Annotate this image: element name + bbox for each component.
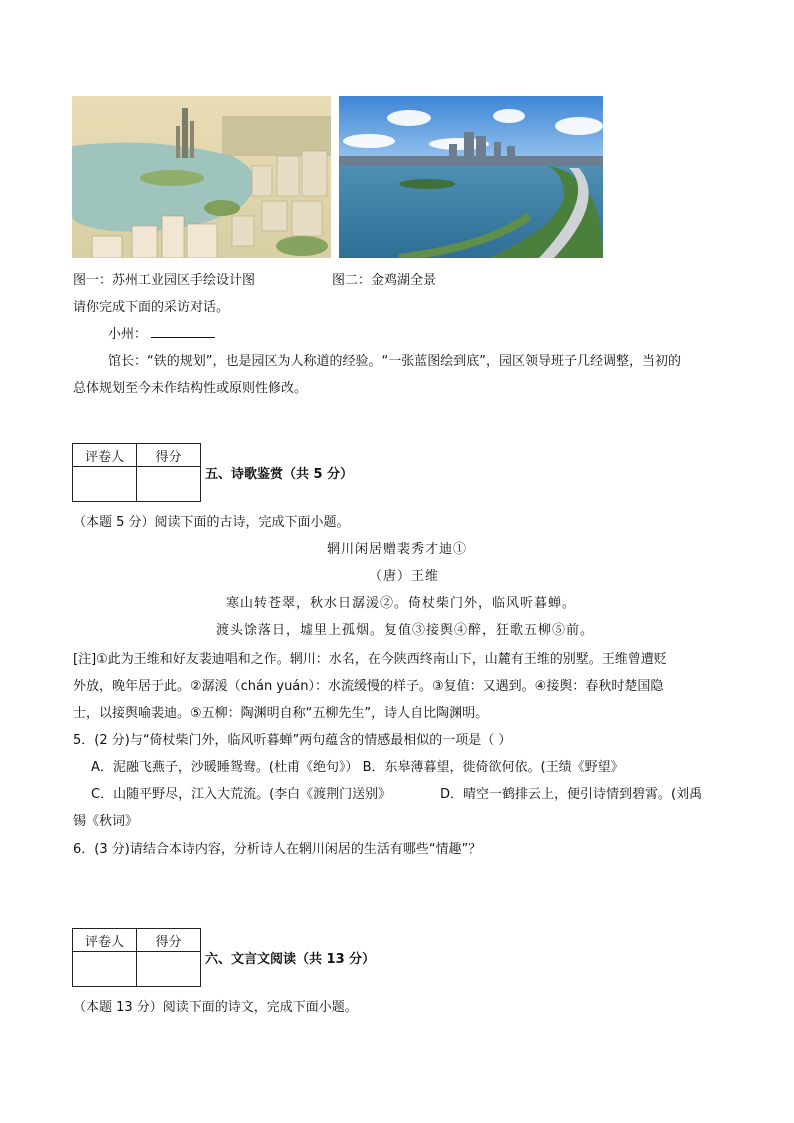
score-cell[interactable] <box>137 467 201 502</box>
jinji-lake-photo <box>339 96 603 258</box>
note-line-2: 外放，晚年居于此。②潺湲（chán yuán）：水流缓慢的样子。③复值：又遇到。④接舆：春秋时楚国隐 <box>73 679 664 694</box>
note-line-1: [注]①此为王维和好友裴迪唱和之作。辋川：水名，在今陕西终南山下，山麓有王维的别墅。王维曾遭贬 <box>73 652 667 667</box>
suzhou-park-design-drawing <box>72 96 331 258</box>
xiaozhou-label: 小州： <box>108 327 148 342</box>
figure-2-caption: 图二：金鸡湖全景 <box>332 273 437 288</box>
score-header: 得分 <box>137 929 201 952</box>
question-5: 5．(2 分)与“倚杖柴门外，临风听暮蝉”两句蕴含的情感最相似的一项是（ ） <box>73 733 512 748</box>
section-5-intro: （本题 5 分）阅读下面的古诗，完成下面小题。 <box>73 515 350 530</box>
answer-blank[interactable] <box>151 325 215 338</box>
poem-line-1: 寒山转苍翠，秋水日潺湲②。倚杖柴门外，临风听暮蝉。 <box>226 596 577 611</box>
curator-line-1: 馆长：“铁的规划”，也是园区为人称道的经验。“一张蓝图绘到底”，园区领导班子几经调整，当初的 <box>108 354 681 369</box>
score-box-section-6 <box>72 928 201 987</box>
figure-1-caption: 图一：苏州工业园区手绘设计图 <box>73 273 256 288</box>
section-5-title: 五、诗歌鉴赏（共 5 分） <box>205 467 354 482</box>
poem-line-2: 渡头馀落日，墟里上孤烟。复值③接舆④醉，狂歌五柳⑤前。 <box>216 623 595 638</box>
question-6: 6．(3 分)请结合本诗内容，分析诗人在辋川闲居的生活有哪些“情趣”？ <box>73 842 482 857</box>
poem-author: （唐）王维 <box>369 569 440 584</box>
section-6-title: 六、文言文阅读（共 13 分） <box>205 952 376 967</box>
poem-title: 辋川闲居赠裴秀才迪① <box>327 542 468 557</box>
curator-line-2: 总体规划至今未作结构性或原则性修改。 <box>73 381 308 396</box>
question-5-options-ab: A．泥融飞燕子，沙暖睡鸳鸯。(杜甫《绝句》） B．东皋薄暮望，徙倚欲何依。(王绩《野望》 <box>91 760 624 775</box>
score-cell[interactable] <box>137 952 201 987</box>
reviewer-header: 评卷人 <box>73 929 137 952</box>
reviewer-header: 评卷人 <box>73 444 137 467</box>
score-header: 得分 <box>137 444 201 467</box>
reviewer-cell[interactable] <box>73 952 137 987</box>
note-line-3: 士，以接舆喻裴迪。⑤五柳：陶渊明自称“五柳先生”，诗人自比陶渊明。 <box>73 706 489 721</box>
question-5-option-d: D．晴空一鹤排云上，便引诗情到碧霄。(刘禹 <box>440 787 703 802</box>
reviewer-cell[interactable] <box>73 467 137 502</box>
section-6-intro: （本题 13 分）阅读下面的诗文，完成下面小题。 <box>73 1000 358 1015</box>
interview-intro: 请你完成下面的采访对话。 <box>73 300 230 315</box>
xiaozhou-line <box>108 323 215 342</box>
question-5-option-d-cont: 锡《秋词》 <box>73 814 139 829</box>
question-5-option-c: C．山随平野尽，江入大荒流。(李白《渡荆门送别》 <box>91 787 392 802</box>
score-box-section-5 <box>72 443 201 502</box>
